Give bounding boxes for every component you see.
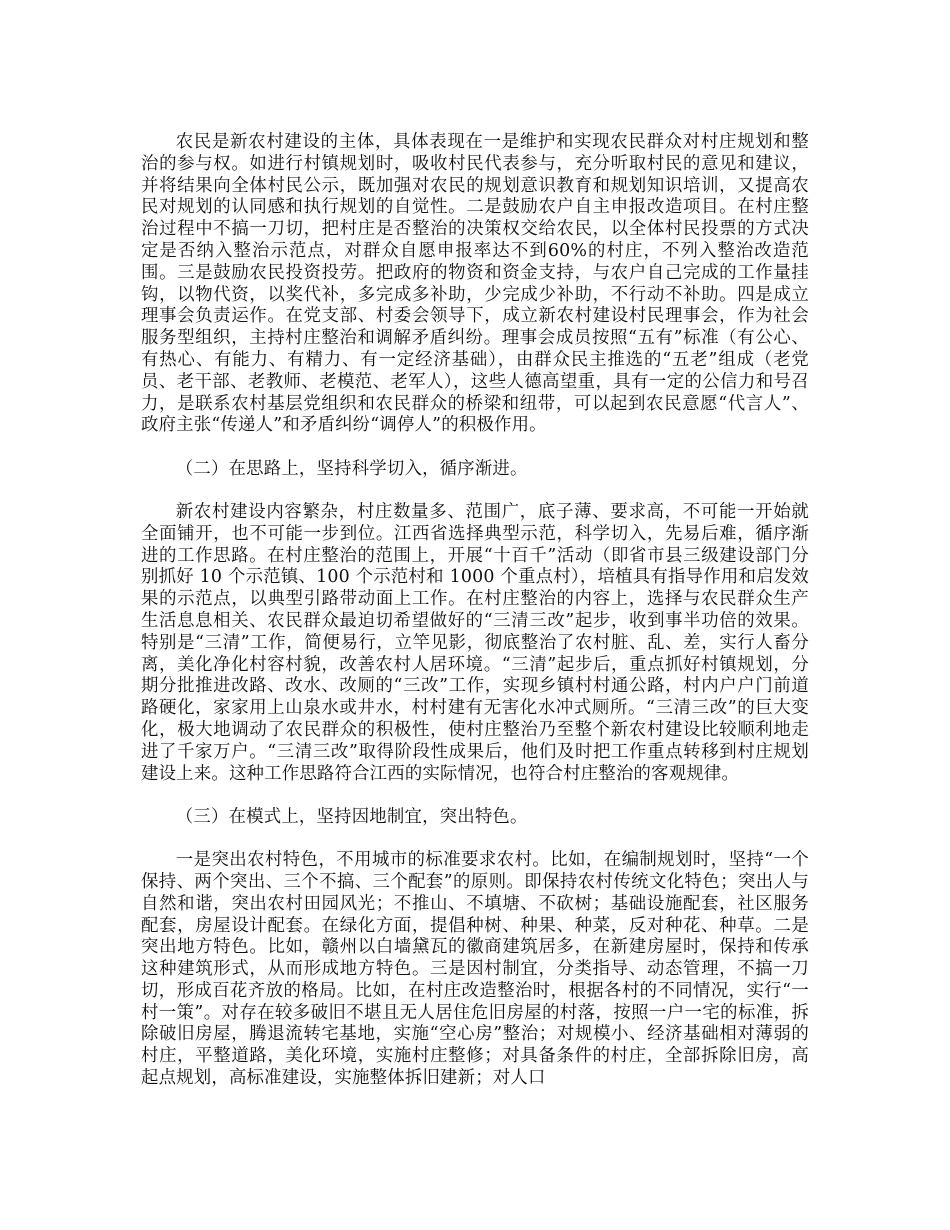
paragraph-approach: 新农村建设内容繁杂，村庄数量多、范围广，底子薄、要求高，不可能一开始就全面铺开，也不可能一步到位。江西省选择典型示范，科学切入，先易后难，循序渐进的工作思路。在村庄整治的范围上，开展“十百千”活动（即省市县三级建设部门分别抓好 10 个示范镇、100 个示范村和 1000 个重点村），培植具有指导作用和启发效果的示范点，以典型引路带动面上工作。在村庄整治的内容上，选择与农民群众生产生活息息相关、农民群众最迫切希望做好的“三清三改”起步，收到事半功倍的效果。特别是“三清”工作，简便易行，立竿见影，彻底整治了农村脏、乱、差，实行人畜分离，美化净化村容村貌，改善农村人居环境。“三清”起步后，重点抓好村镇规划，分期分批推进改路、改水、改厕的“三改”工作，实现乡镇村村通公路，村内户户门前道路硬化，家家用上山泉水或井水，村村建有无害化水冲式厕所。“三清三改”的巨大变化，极大地调动了农民群众的积极性，使村庄整治乃至整个新农村建设比较顺利地走进了千家万户。“三清三改”取得阶段性成果后，他们及时把工作重点转移到村庄规划建设上来。这种工作思路符合江西的实际情况，也符合村庄整治的客观规律。 — [141, 501, 809, 784]
section-heading-model: （三）在模式上，坚持因地制宜，突出特色。 — [175, 807, 528, 828]
document-page — [141, 132, 809, 1090]
paragraph-farmers-subject: 农民是新农村建设的主体，具体表现在一是维护和实现农民群众对村庄规划和整治的参与权。如进行村镇规划时，吸收村民代表参与，充分听取村民的意见和建议，并将结果向全体村民公示，既加强对农民的规划意识教育和规划知识培训，又提高农民对规划的认同感和执行规划的自觉性。二是鼓励农户自主申报改造项目。在村庄整治过程中不搞一刀切，把村庄是否整治的决策权交给农民，以全体村民投票的方式决定是否纳入整治示范点，对群众自愿申报率达不到60%的村庄，不列入整治改造范围。三是鼓励农民投资投劳。把政府的物资和资金支持，与农户自己完成的工作量挂钩，以物代资，以奖代补，多完成多补助，少完成少补助，不行动不补助。四是成立理事会负责运作。在党支部、村委会领导下，成立新农村建设村民理事会，作为社会服务型组织，主持村庄整治和调解矛盾纠纷。理事会成员按照“五有”标准（有公心、有热心、有能力、有精力、有一定经济基础），由群众民主推选的“五老”组成（老党员、老干部、老教师、老模范、老军人），这些人德高望重，具有一定的公信力和号召力，是联系农村基层党组织和农民群众的桥梁和纽带，可以起到农民意愿“代言人”、政府主张“传递人”和矛盾纠纷“调停人”的积极作用。 — [141, 132, 809, 436]
section-heading-approach: （二）在思路上，坚持科学切入，循序渐进。 — [175, 459, 528, 480]
heading-spacer — [141, 829, 809, 850]
paragraph-spacer — [141, 785, 809, 807]
paragraph-model: 一是突出农村特色，不用城市的标准要求农村。比如，在编制规划时，坚持“一个保持、两个突出、三个不搞、三个配套”的原则。即保持农村传统文化特色；突出人与自然和谐，突出农村田园风光；不推山、不填塘、不砍树；基础设施配套，社区服务配套，房屋设计配套。在绿化方面，提倡种树、种果、种菜，反对种花、种草。二是突出地方特色。比如，赣州以白墙黛瓦的徽商建筑居多，在新建房屋时，保持和传承这种建筑形式，从而形成地方特色。三是因村制宜，分类指导、动态管理，不搞一刀切，形成百花齐放的格局。比如，在村庄改造整治时，根据各村的不同情况，实行“一村一策”。对存在较多破旧不堪且无人居住危旧房屋的村落，按照一户一宅的标准，拆除破旧房屋，腾退流转宅基地，实施“空心房”整治；对规模小、经济基础相对薄弱的村庄，平整道路，美化环境，实施村庄整修；对具备条件的村庄，全部拆除旧房，高起点规划，高标准建设，实施整体拆旧建新；对人口 — [141, 850, 809, 1089]
paragraph-spacer — [141, 437, 809, 459]
heading-spacer — [141, 481, 809, 502]
